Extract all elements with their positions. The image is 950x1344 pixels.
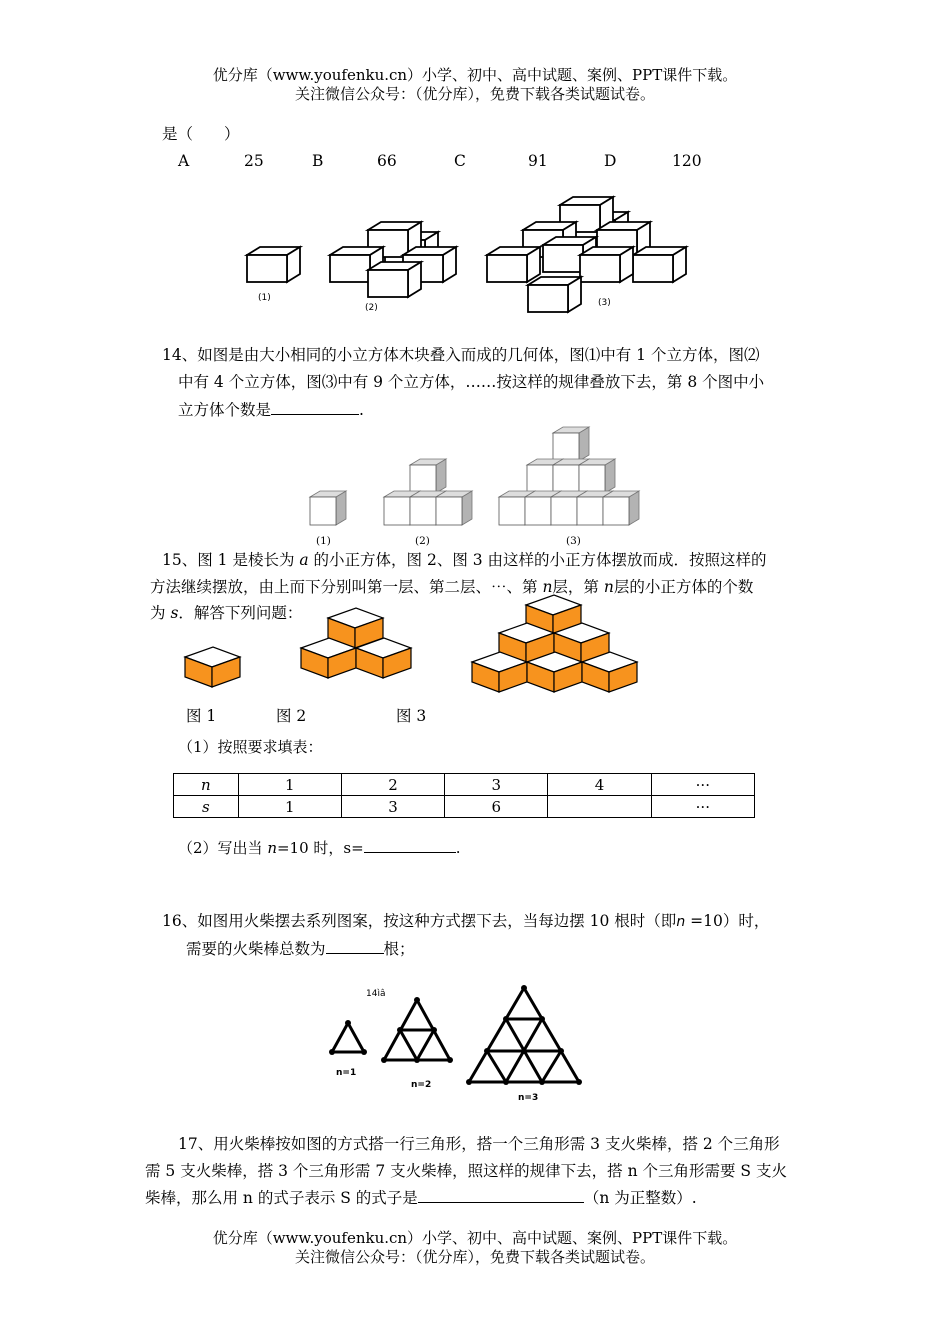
cube [247, 247, 300, 282]
cube [185, 647, 240, 687]
q13-option-d-letter: D [604, 152, 617, 170]
table-cell: 3 [341, 796, 444, 818]
q15-line2-b: 层，第 [552, 578, 604, 596]
cube [310, 491, 346, 525]
q15-line1-a: 15、图 1 是棱长为 [162, 551, 300, 569]
q17-line3 [145, 1185, 697, 1212]
cube [528, 277, 581, 312]
q16-fig-label-2: n=2 [411, 1080, 432, 1090]
q15-var-n2: n [603, 578, 614, 596]
page-header-line1: 优分库（www.youfenku.cn）小学、初中、高中试题、案例、PPT课件下载。 [212, 66, 738, 84]
q15-var-n1: n [542, 578, 553, 596]
q16-matchstick-figure [320, 978, 590, 1108]
q13-option-a-letter: A [178, 152, 190, 170]
q16-var-n: n [676, 914, 686, 930]
table-answer-cell[interactable] [548, 796, 651, 818]
q15-part2-b: =10 时，s= [276, 839, 364, 857]
q16-fig-mark: 14ìâ [366, 989, 386, 999]
cube [633, 247, 686, 282]
q15-part2-a: （2）写出当 [178, 839, 268, 857]
q15-line3-a: 为 [150, 604, 171, 622]
table-cell: 2 [341, 774, 444, 796]
q16-line2-b: 根； [383, 940, 415, 958]
q16-fig-label-3: n=3 [518, 1093, 539, 1103]
q15-cube-figure [180, 590, 650, 700]
q13-option-b-value: 66 [377, 152, 397, 170]
q15-line2-a: 方法继续摆放，由上而下分别叫第一层、第二层、⋯、第 [150, 578, 543, 596]
q14-cube-figure [300, 425, 660, 550]
q13-option-c-value: 91 [528, 152, 548, 170]
table-cell: 3 [445, 774, 548, 796]
q14-line3 [178, 396, 364, 424]
q15-line3-b: ．解答下列问题： [178, 604, 303, 622]
q15-line2-c: 层的小正方体的个数 [613, 578, 754, 596]
table-cell: ··· [651, 796, 754, 818]
table-cell: 4 [548, 774, 651, 796]
q14-line2: 中有 4 个立方体，图⑶中有 9 个立方体，……按这样的规律叠放下去，第 8 个图中小 [178, 373, 765, 391]
q17-line3-end: （n 为正整数）. [583, 1189, 697, 1207]
cube [368, 262, 421, 297]
cube [410, 459, 446, 493]
q15-fig-label-3: 图 3 [396, 707, 427, 725]
q15-var-s: s [170, 604, 179, 622]
table-cell-n-header: n [174, 774, 239, 796]
cube [553, 427, 589, 461]
table-cell-s-header: s [174, 796, 239, 818]
q17-line3-text: 柴棒，那么用 n 的式子表示 S 的式子是 [145, 1189, 418, 1207]
table-cell: ··· [651, 774, 754, 796]
q16-answer-blank[interactable] [326, 936, 384, 954]
q17-line2: 需 5 支火柴棒，搭 3 个三角形需 7 支火柴棒，照这样的规律下去，搭 n 个三角形需要 S 支火 [145, 1162, 787, 1180]
cube [436, 491, 472, 525]
q14-answer-blank[interactable] [271, 396, 359, 415]
q15-line1-b: 的小正方体，图 2、图 3 由这样的小正方体摆放而成．按照这样的 [308, 551, 767, 569]
q14-line3-text: 立方体个数是 [178, 401, 272, 419]
cube [603, 491, 639, 525]
q15-part1: （1）按照要求填表： [178, 738, 323, 756]
table-row [174, 774, 755, 796]
q13-fig-label-1: (1) [258, 293, 271, 303]
q16-line1 [162, 908, 769, 936]
q15-var-a: a [299, 551, 309, 569]
q14-fig-label-3: (3) [566, 535, 581, 547]
q16-line2-a: 需要的火柴棒总数为 [186, 940, 326, 958]
q13-fig-label-3: (3) [598, 298, 611, 308]
table-cell: 6 [445, 796, 548, 818]
page-header-line2: 关注微信公众号：（优分库），免费下载各类试题试卷。 [294, 85, 655, 103]
cube [580, 247, 633, 282]
q13-cube-figure [230, 190, 710, 320]
q15-line1 [162, 547, 767, 574]
q14-line1: 14、如图是由大小相同的小立方体木块叠入而成的几何体，图⑴中有 1 个立方体，图⑵ [162, 346, 760, 364]
q14-fig-label-1: (1) [316, 535, 331, 547]
q14-fig-label-2: (2) [415, 535, 430, 547]
q17-answer-blank[interactable] [418, 1185, 584, 1203]
q16-fig-label-1: n=1 [336, 1068, 357, 1078]
table-row [174, 796, 755, 818]
page-footer-line1: 优分库（www.youfenku.cn）小学、初中、高中试题、案例、PPT课件下载。 [212, 1229, 738, 1247]
q15-answer-blank[interactable] [364, 836, 456, 853]
table-cell: 1 [238, 774, 341, 796]
q15-fig-label-2: 图 2 [276, 707, 307, 725]
q15-part2-var: n [267, 839, 277, 857]
q13-tail: 是（ ） [162, 125, 240, 143]
q16-line1-a: 16、如图用火柴摆去系列图案，按这种方式摆下去，当每边摆 10 根时（即 [162, 912, 677, 930]
q13-option-c-letter: C [454, 152, 466, 170]
q14-line3-end: . [359, 401, 364, 419]
q13-fig-label-2: (2) [365, 303, 378, 313]
q15-part2 [178, 835, 460, 862]
q13-option-d-value: 120 [672, 152, 702, 170]
q15-fill-table [173, 773, 755, 818]
q15-fig-label-1: 图 1 [186, 707, 217, 725]
cube [579, 459, 615, 493]
q15-part2-end: . [455, 839, 461, 857]
table-cell: 1 [238, 796, 341, 818]
cube [487, 247, 540, 282]
q13-option-a-value: 25 [244, 152, 264, 170]
page-footer-line2: 关注微信公众号：（优分库），免费下载各类试题试卷。 [294, 1248, 655, 1266]
q13-option-b-letter: B [312, 152, 324, 170]
q16-line2 [186, 936, 415, 963]
q17-line1: 17、用火柴棒按如图的方式搭一行三角形，搭一个三角形需 3 支火柴棒，搭 2 个三角形 [178, 1135, 780, 1153]
q16-line1-b: =10）时， [685, 912, 770, 930]
